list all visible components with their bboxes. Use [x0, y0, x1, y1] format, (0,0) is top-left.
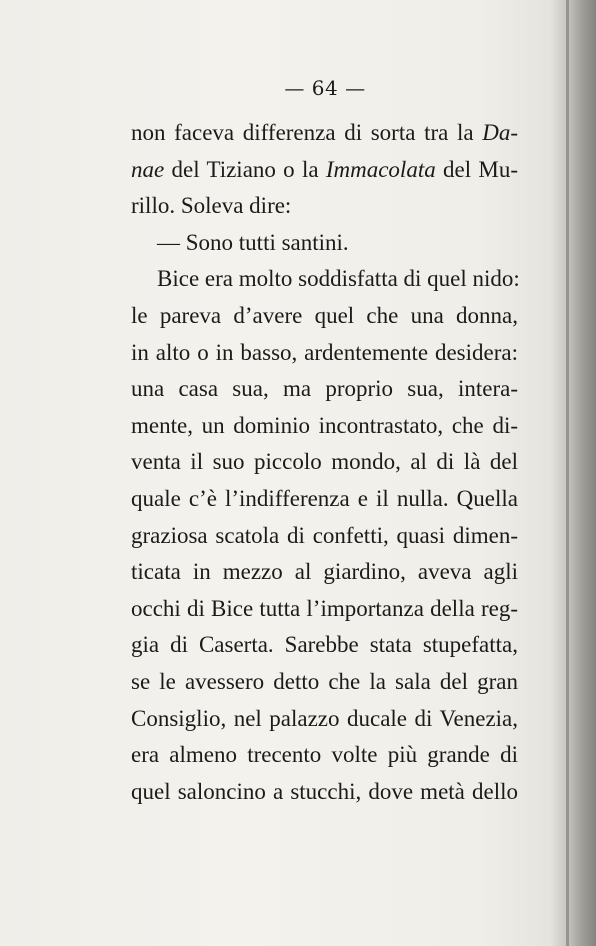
- text-segment: se le avessero detto che la sala del gran: [131, 668, 518, 694]
- text-line: [131, 701, 518, 738]
- text-line: [131, 335, 518, 372]
- text-line: [131, 444, 518, 481]
- text-segment: del Tiziano o la: [164, 156, 326, 182]
- text-segment: del Mu-: [435, 156, 518, 182]
- text-segment: — Sono tutti santini.: [157, 229, 349, 255]
- text-line: [131, 554, 518, 591]
- italic-text-segment: Da-: [482, 120, 518, 145]
- text-segment: le pareva d’avere quel che una donna,: [131, 302, 518, 328]
- body-text: [131, 115, 518, 810]
- italic-text-segment: Immacolata: [325, 156, 436, 182]
- text-segment: Bice era molto soddisfatta di quel nido:: [157, 266, 520, 292]
- page-edge: [566, 0, 569, 946]
- text-segment: non faceva differenza di sorta tra la: [131, 120, 483, 145]
- text-line: [131, 408, 518, 445]
- text-line: [131, 298, 518, 335]
- text-line: [131, 115, 518, 152]
- text-segment: rillo. Soleva dire:: [131, 193, 292, 219]
- text-line: [131, 518, 518, 555]
- text-segment: Consiglio, nel palazzo ducale di Venezia,: [131, 705, 518, 731]
- text-line: [131, 152, 518, 189]
- text-segment: gia di Caserta. Sarebbe stata stupefatta,: [131, 632, 518, 658]
- text-line: [131, 261, 518, 298]
- text-segment: occhi di Bice tutta l’importanza della reg-: [131, 595, 518, 621]
- text-segment: quel saloncino a stucchi, dove metà dello: [131, 778, 518, 804]
- text-segment: venta il suo piccolo mondo, al di là del: [131, 449, 518, 475]
- text-line: [131, 774, 518, 811]
- text-line: [131, 225, 518, 262]
- italic-text-segment: nae: [131, 156, 165, 182]
- page-number: — 64 —: [284, 76, 366, 100]
- text-line: [131, 627, 518, 664]
- text-line: [131, 737, 518, 774]
- text-segment: mente, un dominio incontrastato, che di-: [131, 412, 518, 438]
- text-segment: quale c’è l’indifferenza e il nulla. Quella: [131, 485, 518, 511]
- binding-shadow: [552, 0, 596, 946]
- text-segment: in alto o in basso, ardentemente desidera:: [131, 339, 518, 365]
- text-line: [131, 664, 518, 701]
- text-segment: graziosa scatola di confetti, quasi dimen-: [131, 522, 518, 548]
- text-line: [131, 481, 518, 518]
- text-line: [131, 591, 518, 628]
- text-segment: ticata in mezzo al giardino, aveva agli: [131, 559, 518, 585]
- text-line: [131, 188, 518, 225]
- text-segment: una casa sua, ma proprio sua, intera-: [131, 376, 518, 402]
- text-segment: era almeno trecento volte più grande di: [131, 742, 518, 768]
- text-line: [131, 371, 518, 408]
